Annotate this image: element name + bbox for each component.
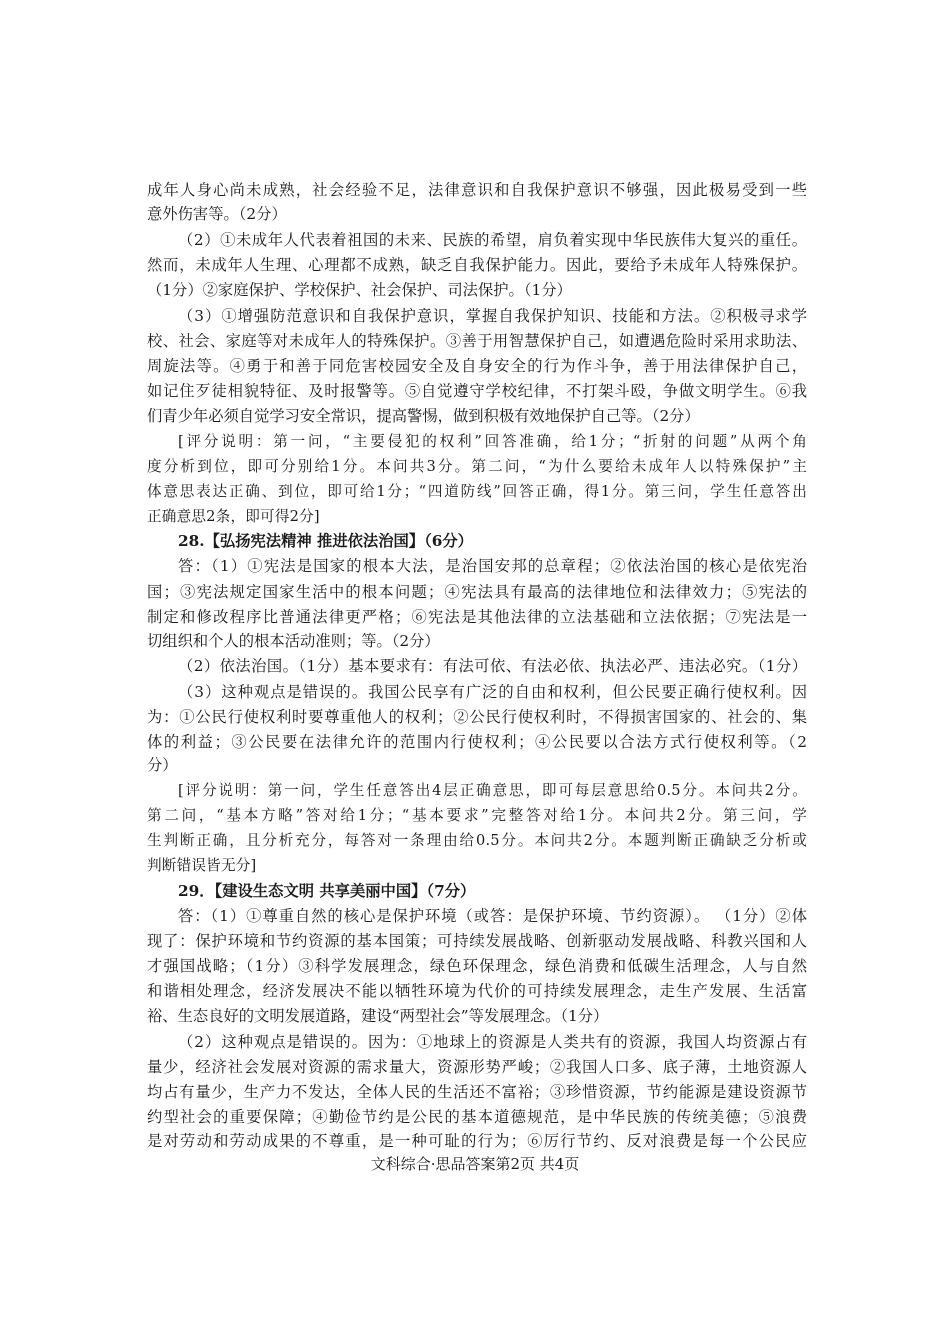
scoring-note-line: [评分说明：第一问，学生任意答出4层正确意思，即可每层意思给0.5分。本问共2分。 [178,782,807,799]
text-line: 均占有量少，生产力不发达，全体人民的生活还不富裕；③珍惜资源，节约能源是建设资源节 [147,1083,807,1101]
text-line: 制定和修改程序比普通法律更严格；⑥宪法是其他法律的立法基础和立法依据；⑦宪法是一 [147,608,807,626]
text-line: 成年人身心尚未成熟，社会经验不足，法律意识和自我保护意识不够强，因此极易受到一些 [147,181,807,199]
scoring-note-line: 判断错误皆无分] [147,857,257,874]
text-line: 裕、生态良好的文明发展道路，建设“两型社会”等发展理念。（1分） [147,1007,609,1025]
text-line: 周旋法等。④勇于和善于同危害校园安全及自身安全的行为作斗争，善于用法律保护自己， [147,357,807,375]
text-line: 分） [147,756,178,774]
text-line: 意外伤害等。（2分） [147,205,287,223]
text-line: 答：（1）①尊重自然的核心是保护环境（或答：是保护环境、节约资源）。 （1分）②体 [178,907,807,925]
text-line: （3）这种观点是错误的。我国公民享有广泛的自由和权利，但公民要正确行使权利。因 [178,683,807,701]
question-heading: 28.【弘扬宪法精神 推进依法治国】（6分） [178,532,473,550]
text-line: 才强国战略；（1分）③科学发展理念，绿色环保理念，绿色消费和低碳生活理念，人与自然 [147,957,807,975]
text-line: （2）①未成年人代表着祖国的未来、民族的希望，肩负着实现中华民族伟大复兴的重任。 [178,231,807,249]
text-line: 切组织和个人的根本活动准则；等。（2分） [147,632,440,650]
text-line: 为：①公民行使权利时要尊重他人的权利；②公民行使权利时，不得损害国家的、社会的、集 [147,708,807,726]
scoring-note-line: 正确意思2条，即可得2分] [147,508,320,525]
text-line: 如记住歹徒相貌特征、及时报警等。⑤自觉遵守学校纪律，不打架斗殴，争做文明学生。⑥我 [147,382,807,400]
scoring-note-line: 生判断正确，且分析充分，每答对一条理由给0.5分。本问共2分。本题判断正确缺乏分析或 [147,832,807,849]
text-line: 国；③宪法规定国家生活中的根本问题；④宪法具有最高的法律地位和法律效力；⑤宪法的 [147,583,807,601]
page-footer: 文科综合·思品答案第2页 共4页 [370,1155,580,1173]
scoring-note-line: 第二问，“基本方略”答对给1分；“基本要求”完整答对给1分。本问共2分。第三问，学 [147,807,807,824]
text-line: 现了：保护环境和节约资源的基本国策；可持续发展战略、创新驱动发展战略、科教兴国和人 [147,932,807,950]
text-line: （2）依法治国。（1分）基本要求有：有法可依、有法必依、执法必严、违法必究。（1分） [178,657,807,675]
scoring-note-line: [评分说明：第一问，“主要侵犯的权利”回答准确，给1分；“折射的问题”从两个角 [178,433,807,450]
text-line: 量少，经济社会发展对资源的需求量大，资源形势严峻；②我国人口多、底子薄，土地资源人 [147,1058,807,1076]
text-line: 约型社会的重要保障；④勤俭节约是公民的基本道德规范，是中华民族的传统美德；⑤浪费 [147,1108,807,1126]
text-line: 和谐相处理念，经济发展决不能以牺牲环境为代价的可持续发展理念，走生产发展、生活富 [147,982,807,1000]
text-line: 然而，未成年人生理、心理都不成熟，缺乏自我保护能力。因此，要给予未成年人特殊保护。 [147,256,807,274]
question-heading: 29．【建设生态文明 共享美丽中国】（7分） [178,882,476,900]
scoring-note-line: 度分析到位，即可分别给1分。本问共3分。第二问，“为什么要给未成年人以特殊保护”主 [147,458,807,475]
text-line: （2）这种观点是错误的。因为：①地球上的资源是人类共有的资源，我国人均资源占有 [178,1033,807,1051]
text-line: 答：（1）①宪法是国家的根本大法，是治国安邦的总章程；②依法治国的核心是依宪治 [178,557,807,575]
scoring-note-line: 体意思表达正确、到位，即可给1分；“四道防线”回答正确，得1分。第三问，学生任意答出 [147,483,807,500]
text-line: （1分）②家庭保护、学校保护、社会保护、司法保护。（1分） [147,281,572,299]
text-line: 们青少年必须自觉学习安全常识，提高警惕，做到积极有效地保护自己等。（2分） [147,407,700,425]
text-line: （3）①增强防范意识和自我保护意识，掌握自我保护知识、技能和方法。②积极寻求学 [178,307,807,325]
text-line: 校、社会、家庭等对未成年人的特殊保护。③善于用智慧保护自己，如遭遇危险时采用求助法、 [147,332,807,350]
text-line: 体的利益；③公民要在法律允许的范围内行使权利；④公民要以合法方式行使权利等。（2 [147,733,807,751]
text-line: 是对劳动和劳动成果的不尊重，是一种可耻的行为；⑥厉行节约、反对浪费是每一个公民应 [147,1132,807,1150]
